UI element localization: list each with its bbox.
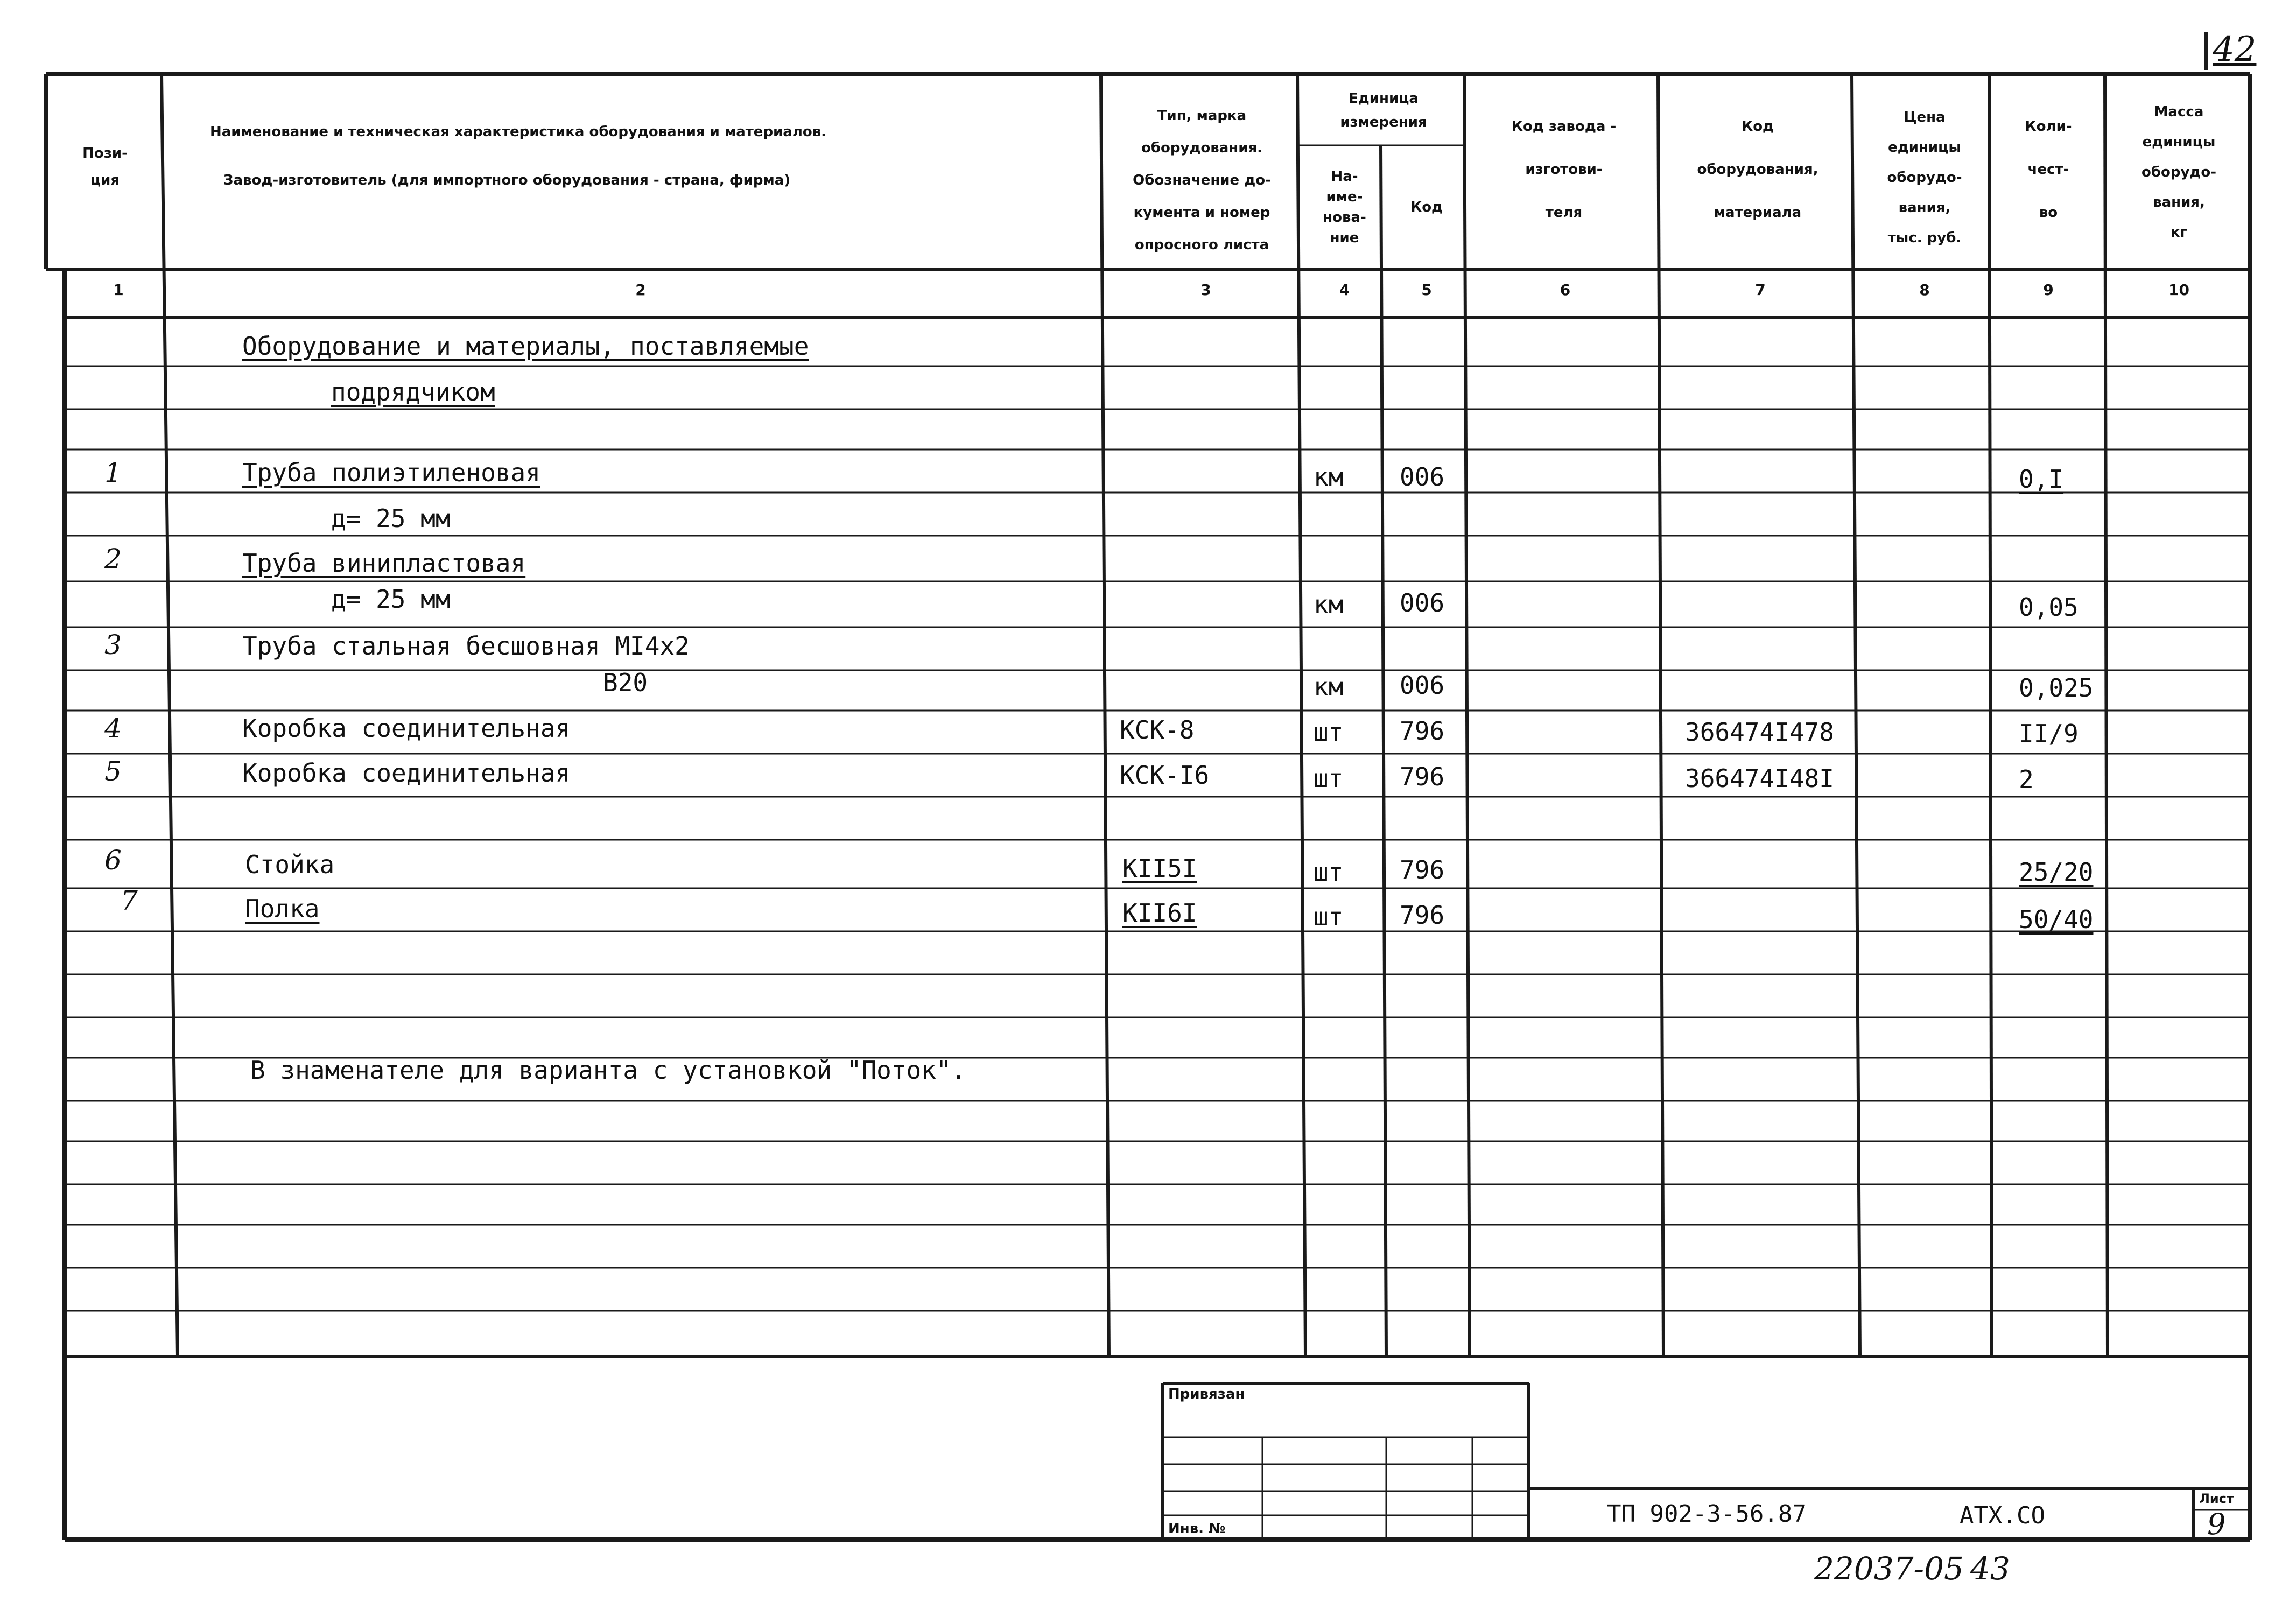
row-name-continued: д= 25 мм: [331, 504, 451, 533]
row-unit: шт: [1314, 718, 1344, 747]
header-price: Цена единицы оборудо- вания, тыс. руб.: [1887, 109, 1962, 246]
row-position: 5: [104, 756, 122, 787]
row-unit: км: [1314, 672, 1344, 701]
row-unit-code: 006: [1400, 462, 1445, 491]
row-position: 6: [104, 845, 122, 876]
row-position: 3: [104, 629, 122, 661]
row-name: Полка: [245, 894, 320, 923]
archive-number: 22037-05: [1814, 1550, 1964, 1587]
row-unit: км: [1314, 590, 1344, 619]
row-quantity: 50/40: [2019, 905, 2094, 934]
row-name-continued: В20: [603, 668, 648, 697]
row-type: КСК-I6: [1120, 761, 1210, 790]
row-position: 7: [121, 885, 138, 916]
col-number-3: 3: [1200, 281, 1211, 299]
page-number-mark: 42: [2213, 30, 2257, 69]
row-unit: км: [1314, 462, 1344, 491]
footnote: В знаменателе для варианта с установкой "Поток".: [250, 1056, 966, 1085]
row-equipment-code: 366474I48I: [1685, 764, 1834, 793]
section-heading-line1: Оборудование и материалы, поставляемые: [242, 332, 809, 361]
row-name: Труба полиэтиленовая: [242, 458, 540, 487]
row-quantity: 0,05: [2019, 593, 2079, 622]
row-name: Коробка соединительная: [242, 714, 571, 743]
section-heading-line2: подрядчиком: [331, 377, 495, 406]
col-number-6: 6: [1560, 281, 1571, 299]
row-unit-code: 006: [1400, 588, 1445, 617]
stamp-document-code: ТП 902-3-56.87: [1607, 1500, 1807, 1528]
col-number-2: 2: [635, 281, 646, 299]
header-mass: Масса единицы оборудо- вания, кг: [2141, 104, 2217, 241]
row-unit-code: 006: [1400, 671, 1445, 700]
row-unit-code: 796: [1400, 855, 1445, 884]
col-number-5: 5: [1421, 281, 1432, 299]
header-type: Тип, марка оборудования. Обозначение до- кумента и номер опросного листа: [1133, 108, 1271, 253]
row-name-continued: д= 25 мм: [331, 585, 451, 614]
row-equipment-code: 366474I478: [1685, 718, 1834, 747]
header-quantity: Коли- чест- во: [2025, 118, 2072, 221]
row-quantity: 0,I: [2019, 465, 2064, 494]
stamp-sheet-number: 9: [2207, 1507, 2226, 1541]
row-unit-code: 796: [1400, 716, 1445, 746]
col-number-8: 8: [1919, 281, 1930, 299]
row-quantity: II/9: [2019, 719, 2079, 748]
row-type: КII5I: [1122, 854, 1197, 883]
header-equipment-code: Код оборудования, материала: [1697, 118, 1818, 221]
row-type: КСК-8: [1120, 715, 1195, 744]
col-number-4: 4: [1339, 281, 1350, 299]
row-quantity: 0,025: [2019, 673, 2094, 702]
header-unit-code: Код: [1410, 199, 1443, 215]
header-unit-group: Единица измерения: [1340, 90, 1427, 130]
col-number-9: 9: [2043, 281, 2054, 299]
header-name-line1: Наименование и техническая характеристика оборудования и материалов.: [210, 124, 827, 140]
row-unit-code: 796: [1400, 901, 1445, 930]
archive-page: 43: [1970, 1550, 2010, 1587]
col-number-10: 10: [2168, 281, 2189, 299]
col-number-1: 1: [113, 281, 124, 299]
header-factory-code: Код завода - изготови- теля: [1511, 118, 1617, 221]
row-name: Труба винипластовая: [242, 549, 526, 578]
row-unit-code: 796: [1400, 762, 1445, 791]
row-position: 4: [104, 713, 122, 744]
row-unit: шт: [1314, 858, 1344, 887]
row-position: 2: [104, 543, 122, 574]
row-quantity: 2: [2019, 765, 2034, 794]
row-type: КII6I: [1122, 898, 1197, 928]
header-name-line2: Завод-изготовитель (для импортного оборудования - страна, фирма): [223, 172, 791, 188]
row-unit: шт: [1314, 764, 1344, 793]
row-unit: шт: [1314, 902, 1344, 931]
header-unit-name: На- име- нова- ние: [1323, 168, 1366, 246]
row-name: Стойка: [245, 850, 335, 879]
row-name: Труба стальная бесшовная МI4х2: [242, 631, 690, 661]
row-position: 1: [104, 457, 122, 488]
header-position: Пози- ция: [82, 145, 128, 188]
stamp-inventory-label: Инв. №: [1168, 1521, 1226, 1537]
stamp-attached-label: Привязан: [1168, 1386, 1245, 1402]
stamp-document-mark: АТХ.СО: [1960, 1502, 2045, 1529]
row-quantity: 25/20: [2019, 858, 2094, 887]
row-name: Коробка соединительная: [242, 758, 571, 788]
stamp-sheet-label: Лист: [2199, 1491, 2234, 1506]
col-number-7: 7: [1755, 281, 1766, 299]
